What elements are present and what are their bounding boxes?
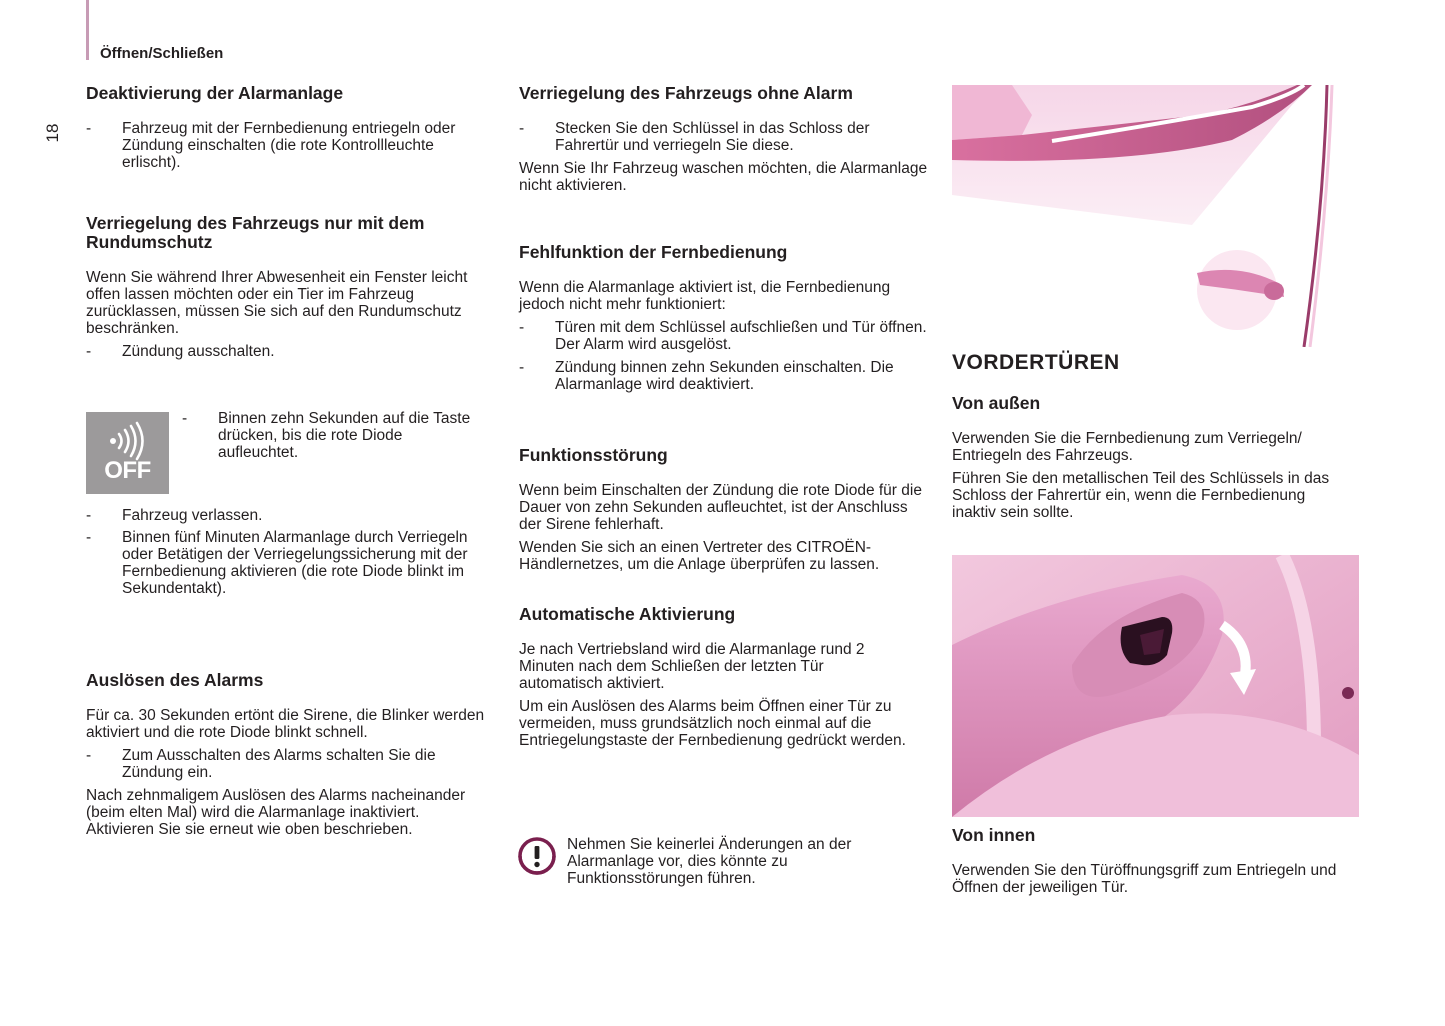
section-title: Auslösen des Alarms (86, 670, 264, 690)
right-column-s2 (952, 826, 1357, 896)
warning-icon (518, 837, 556, 875)
paragraph: Wenn beim Einschalten der Zündung die rote Diode für die Dauer von zehn Sekunden aufleuchtet, ist der Anschluss der Sirene fehlerhaft. (519, 482, 922, 533)
paragraph: Wenden Sie sich an einen Vertreter des CITROËN-Händlernetzes, um die Anlage überprüfen zu lassen. (519, 539, 880, 573)
list-item: - Stecken Sie den Schlüssel in das Schloss der Fahrertür und verriegeln Sie diese. (519, 120, 870, 154)
door-interior-illustration (952, 555, 1359, 817)
paragraph: Je nach Vertriebsland wird die Alarmanlage rund 2 Minuten nach dem Schließen der letzten Tür automatisch aktiviert. (519, 641, 865, 692)
middle-column (519, 84, 929, 194)
alarm-off-icon (86, 412, 169, 494)
section-title: Funktionsstörung (519, 445, 668, 465)
left-column-s3 (86, 671, 486, 838)
paragraph: Verwenden Sie die Fernbedienung zum Verriegeln/ Entriegeln des Fahrzeugs. (952, 430, 1302, 464)
list-item: - Zündung ausschalten. (86, 343, 275, 360)
list-item: - Zündung binnen zehn Sekunden einschalten. Die Alarmanlage wird deaktiviert. (519, 359, 894, 393)
warning-text: Nehmen Sie keinerlei Änderungen an der Alarmanlage vor, dies könnte zu Funktionsstörungen führen. (567, 836, 852, 887)
page-number: 18 (43, 123, 62, 143)
section-main-title: VORDERTÜREN (952, 351, 1120, 374)
paragraph: Führen Sie den metallischen Teil des Schlüssels in das Schloss der Fahrertür ein, wenn die Fernbedienung inaktiv sein sollte. (952, 470, 1330, 521)
off-label: OFF (104, 457, 151, 484)
list-item: - Binnen fünf Minuten Alarmanlage durch Verriegeln oder Betätigen der Verriegelungssicherung mit der Fernbedienung aktivieren (die rote Diode blinkt im Sekundentakt). (86, 529, 468, 597)
middle-column-s4 (519, 605, 929, 749)
list-item: - Türen mit dem Schlüssel aufschließen und Tür öffnen. Der Alarm wird ausgelöst. (519, 319, 927, 353)
list-item: - Fahrzeug verlassen. (86, 507, 263, 524)
section-title: Verriegelung des Fahrzeugs nur mit dem Rundumschutz (86, 213, 425, 252)
right-column-s1 (952, 394, 1357, 521)
section-title: Verriegelung des Fahrzeugs ohne Alarm (519, 83, 853, 103)
paragraph: Für ca. 30 Sekunden ertönt die Sirene, die Blinker werden aktiviert und die rote Diode blinkt schnell. (86, 707, 485, 741)
list-item: - Zum Ausschalten des Alarms schalten Sie die Zündung ein. (86, 747, 436, 781)
section-title: Fehlfunktion der Fernbedienung (519, 242, 788, 262)
middle-column-s2 (519, 243, 929, 393)
paragraph: Nach zehnmaligem Auslösen des Alarms nacheinander (beim elten Mal) wird die Alarmanlage inaktiviert. Aktivieren Sie sie erneut wie oben beschrieben. (86, 787, 466, 838)
list-item: - Fahrzeug mit der Fernbedienung entriegeln oder Zündung einschalten (die rote Kontrollleuchte erlischt). (86, 120, 456, 171)
chapter-title: Öffnen/Schließen (100, 45, 224, 62)
section-title: Von außen (952, 393, 1041, 413)
left-column (86, 84, 496, 171)
paragraph: Wenn Sie während Ihrer Abwesenheit ein Fenster leicht offen lassen möchten oder ein Tier im Fahrzeug zurücklassen, müssen Sie sich auf den Rundumschutz beschränken. (86, 269, 468, 337)
left-column-s2b (86, 507, 486, 597)
section-title: Automatische Aktivierung (519, 604, 736, 624)
paragraph: Verwenden Sie den Türöffnungsgriff zum Entriegeln und Öffnen der jeweiligen Tür. (952, 862, 1337, 896)
door-exterior-illustration (952, 85, 1360, 347)
list-item: - Binnen zehn Sekunden auf die Taste drücken, bis die rote Diode aufleuchtet. (182, 410, 471, 461)
left-column-s2 (86, 214, 486, 360)
paragraph: Um ein Auslösen des Alarms beim Öffnen einer Tür zu vermeiden, muss grundsätzlich noch einmal auf die Entriegelungstaste der Fernbedienung gedrückt werden. (519, 698, 906, 749)
section-title: Deaktivierung der Alarmanlage (86, 83, 344, 103)
middle-column-s3 (519, 446, 929, 573)
section-title: Von innen (952, 825, 1036, 845)
paragraph: Wenn die Alarmanlage aktiviert ist, die Fernbedienung jedoch nicht mehr funktioniert: (519, 279, 891, 313)
margin-bar (86, 0, 89, 60)
paragraph: Wenn Sie Ihr Fahrzeug waschen möchten, die Alarmanlage nicht aktivieren. (519, 160, 928, 194)
